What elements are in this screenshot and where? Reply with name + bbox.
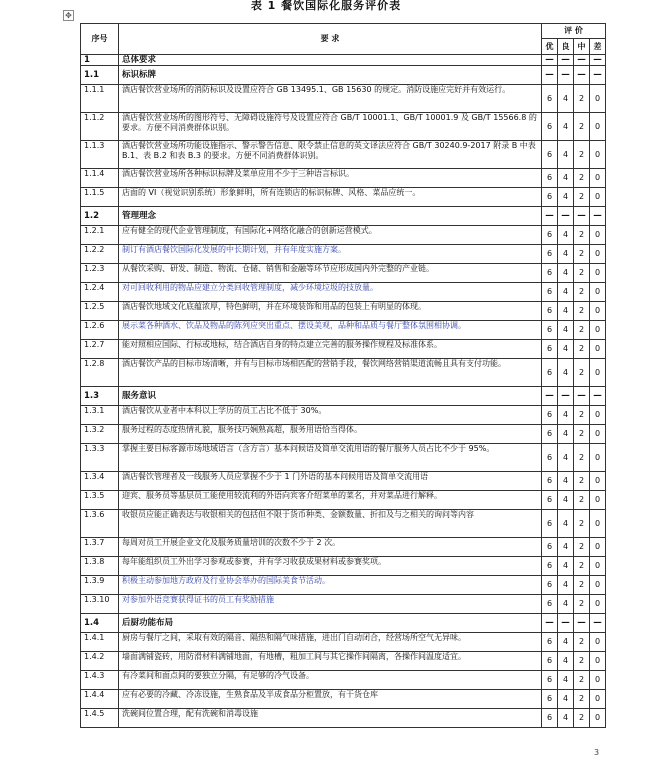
score-poor: 0 (590, 557, 606, 576)
score-good: 4 (558, 595, 574, 614)
table-move-handle-icon[interactable]: ✥ (63, 10, 74, 21)
row-number: 1.4.3 (81, 671, 119, 690)
score-fair: 2 (574, 425, 590, 444)
score-excellent: 6 (542, 226, 558, 245)
score-fair: 2 (574, 169, 590, 188)
table-row (81, 188, 606, 207)
table-row (81, 576, 606, 595)
score-good: 4 (558, 188, 574, 207)
score-excellent: 6 (542, 633, 558, 652)
requirement-text: 墙面满铺瓷砖，用防滑材料满铺地面，有地槽，粗加工间与其它操作间隔离，各操作间温度适宜。 (119, 652, 542, 671)
requirement-text: 对参加外语竞赛获得证书的员工有奖励措施 (119, 595, 542, 614)
requirement-text: 能对照相应国际、行标或地标，结合酒店自身的特点建立完善的服务操作规程及标准体系。 (119, 340, 542, 359)
row-number: 1.4.1 (81, 633, 119, 652)
row-number: 1 (81, 55, 119, 66)
grade-excellent: 优 (542, 39, 558, 55)
score-good: 4 (558, 690, 574, 709)
score-poor: — (590, 614, 606, 633)
requirement-text: 服务过程的态度热情礼貌，服务技巧娴熟高超，服务用语恰当得体。 (119, 425, 542, 444)
row-number: 1.3.5 (81, 491, 119, 510)
score-good: 4 (558, 359, 574, 387)
row-number: 1.3.1 (81, 406, 119, 425)
table-row (81, 425, 606, 444)
section-row (81, 387, 606, 406)
score-excellent: 6 (542, 245, 558, 264)
row-number: 1.3.9 (81, 576, 119, 595)
score-good: 4 (558, 510, 574, 538)
score-excellent: 6 (542, 472, 558, 491)
table-row (81, 633, 606, 652)
score-poor: 0 (590, 709, 606, 728)
section-title: 服务意识 (119, 387, 542, 406)
score-poor: 0 (590, 538, 606, 557)
column-header-no: 序号 (81, 24, 119, 55)
score-good: 4 (558, 321, 574, 340)
section-row (81, 66, 606, 85)
row-number: 1.3.8 (81, 557, 119, 576)
requirement-text: 展示菜各种酒水、饮品及物品的陈列应突出重点、摆设美观，品种和品质与餐厅整体氛围相协调。 (119, 321, 542, 340)
table-row (81, 510, 606, 538)
score-poor: 0 (590, 576, 606, 595)
score-excellent: 6 (542, 169, 558, 188)
score-good: 4 (558, 633, 574, 652)
score-poor: — (590, 55, 606, 66)
score-good: 4 (558, 671, 574, 690)
score-good: 4 (558, 340, 574, 359)
requirement-text: 洗碗间位置合理，配有洗碗和消毒设施 (119, 709, 542, 728)
score-excellent: 6 (542, 302, 558, 321)
score-fair: — (574, 66, 590, 85)
row-number: 1.3.6 (81, 510, 119, 538)
table-row (81, 472, 606, 491)
score-fair: — (574, 387, 590, 406)
requirement-text: 从餐饮采购、研发、制造、物流、仓储、销售和金融等环节应形成国内外完整的产业链。 (119, 264, 542, 283)
row-number: 1.3.7 (81, 538, 119, 557)
score-excellent: 6 (542, 85, 558, 113)
row-number: 1.2.7 (81, 340, 119, 359)
requirement-text: 每年能组织员工外出学习参观或参赛，并有学习收获成果材料或参赛奖项。 (119, 557, 542, 576)
row-number: 1.3.4 (81, 472, 119, 491)
table-row (81, 113, 606, 141)
row-number: 1.1.4 (81, 169, 119, 188)
row-number: 1.1.2 (81, 113, 119, 141)
score-poor: 0 (590, 359, 606, 387)
table-row (81, 226, 606, 245)
score-poor: 0 (590, 595, 606, 614)
table-row (81, 264, 606, 283)
score-fair: 2 (574, 321, 590, 340)
row-number: 1.1.3 (81, 141, 119, 169)
requirement-text: 收银员应能正确表达与收银相关的包括但不限于货币种类、金额数量、折扣及与之相关的询问等内容 (119, 510, 542, 538)
score-poor: 0 (590, 425, 606, 444)
table-row (81, 671, 606, 690)
section-title: 总体要求 (119, 55, 542, 66)
score-excellent: 6 (542, 491, 558, 510)
score-good: — (558, 55, 574, 66)
score-fair: 2 (574, 302, 590, 321)
score-fair: 2 (574, 557, 590, 576)
score-good: 4 (558, 226, 574, 245)
requirement-text: 酒店餐饮管理者及一线服务人员应掌握不少于 1 门外语的基本问候用语及简单交流用语 (119, 472, 542, 491)
score-good: — (558, 387, 574, 406)
score-fair: 2 (574, 226, 590, 245)
score-fair: 2 (574, 264, 590, 283)
score-good: 4 (558, 425, 574, 444)
table-row (81, 538, 606, 557)
score-poor: 0 (590, 188, 606, 207)
score-poor: 0 (590, 226, 606, 245)
score-fair: 2 (574, 188, 590, 207)
score-poor: 0 (590, 690, 606, 709)
score-excellent: 6 (542, 283, 558, 302)
requirement-text: 每周对员工开展企业文化及服务质量培训的次数不少于 2 次。 (119, 538, 542, 557)
score-fair: 2 (574, 491, 590, 510)
score-poor: 0 (590, 321, 606, 340)
score-poor: 0 (590, 491, 606, 510)
score-good: 4 (558, 576, 574, 595)
table-row (81, 302, 606, 321)
score-fair: 2 (574, 690, 590, 709)
score-good: 4 (558, 709, 574, 728)
score-poor: 0 (590, 633, 606, 652)
row-number: 1.2.6 (81, 321, 119, 340)
score-excellent: 6 (542, 671, 558, 690)
score-poor: 0 (590, 444, 606, 472)
score-excellent: 6 (542, 652, 558, 671)
score-excellent: 6 (542, 359, 558, 387)
table-row (81, 690, 606, 709)
section-row (81, 207, 606, 226)
score-poor: 0 (590, 472, 606, 491)
row-number: 1.4.4 (81, 690, 119, 709)
score-good: 4 (558, 302, 574, 321)
requirement-text: 酒店餐饮营业场所功能设施指示、警示警告信息、限令禁止信息的英文译法应符合 GB/T 30240.9-2017 附录 B 中表 B.1、表 B.2 和表 B.3 的要求。方便不同消费群体识别。 (119, 141, 542, 169)
table-row (81, 406, 606, 425)
score-good: — (558, 207, 574, 226)
score-poor: — (590, 207, 606, 226)
requirement-text: 酒店餐饮营业场所的消防标识及设置应符合 GB 13495.1、GB 15630 的规定。消防设施应完好并有效运行。 (119, 85, 542, 113)
requirement-text: 有冷菜间和面点间的要独立分隔，有足够的冷气设备。 (119, 671, 542, 690)
score-poor: 0 (590, 510, 606, 538)
requirement-text: 酒店餐饮营业场所的图形符号、无障碍设施符号及设置应符合 GB/T 10001.1、GB/T 10001.9 及 GB/T 15566.8 的要求。方便不同消费群体识别。 (119, 113, 542, 141)
table-row (81, 557, 606, 576)
score-poor: 0 (590, 245, 606, 264)
score-poor: 0 (590, 264, 606, 283)
score-fair: 2 (574, 113, 590, 141)
score-excellent: 6 (542, 264, 558, 283)
column-header-requirement: 要 求 (119, 24, 542, 55)
row-number: 1.3.10 (81, 595, 119, 614)
score-excellent: 6 (542, 321, 558, 340)
score-fair: 2 (574, 141, 590, 169)
row-number: 1.2.2 (81, 245, 119, 264)
score-fair: 2 (574, 359, 590, 387)
score-fair: 2 (574, 709, 590, 728)
column-header-evaluation: 评 价 (542, 24, 606, 39)
requirement-text: 制订有酒店餐饮国际化发展的中长期计划，并有年度实施方案。 (119, 245, 542, 264)
grade-fair: 中 (574, 39, 590, 55)
score-good: 4 (558, 85, 574, 113)
score-fair: — (574, 614, 590, 633)
score-fair: 2 (574, 595, 590, 614)
section-title: 管理理念 (119, 207, 542, 226)
table-row (81, 245, 606, 264)
score-fair: 2 (574, 472, 590, 491)
score-fair: 2 (574, 444, 590, 472)
score-fair: 2 (574, 85, 590, 113)
table-row (81, 652, 606, 671)
table-row (81, 595, 606, 614)
score-excellent: 6 (542, 113, 558, 141)
row-number: 1.1 (81, 66, 119, 85)
score-fair: — (574, 207, 590, 226)
score-excellent: 6 (542, 538, 558, 557)
score-good: 4 (558, 472, 574, 491)
section-title: 标识标牌 (119, 66, 542, 85)
table-row (81, 283, 606, 302)
table-body (81, 55, 606, 728)
requirement-text: 酒店餐饮地域文化底蕴浓厚，特色鲜明，并在环境装饰和用品的包装上有明显的体现。 (119, 302, 542, 321)
score-excellent: — (542, 387, 558, 406)
page-number: 3 (594, 748, 600, 757)
score-excellent: 6 (542, 576, 558, 595)
score-good: 4 (558, 264, 574, 283)
grade-poor: 差 (590, 39, 606, 55)
score-poor: 0 (590, 141, 606, 169)
score-fair: 2 (574, 576, 590, 595)
score-excellent: 6 (542, 188, 558, 207)
table-title: 表 1 餐饮国际化服务评价表 (250, 0, 402, 12)
score-good: 4 (558, 406, 574, 425)
score-poor: 0 (590, 169, 606, 188)
row-number: 1.1.1 (81, 85, 119, 113)
table-row (81, 340, 606, 359)
score-good: — (558, 66, 574, 85)
row-number: 1.3.3 (81, 444, 119, 472)
score-good: 4 (558, 557, 574, 576)
score-good: 4 (558, 491, 574, 510)
requirement-text: 掌握主要目标客源市场地域语言（含方言）基本问候语及简单交流用语的餐厅服务人员占比不少于 95%。 (119, 444, 542, 472)
score-excellent: — (542, 66, 558, 85)
score-poor: — (590, 66, 606, 85)
score-good: 4 (558, 169, 574, 188)
row-number: 1.4 (81, 614, 119, 633)
score-good: — (558, 614, 574, 633)
row-number: 1.1.5 (81, 188, 119, 207)
row-number: 1.4.5 (81, 709, 119, 728)
score-good: 4 (558, 141, 574, 169)
score-fair: 2 (574, 510, 590, 538)
score-fair: 2 (574, 538, 590, 557)
table-row (81, 169, 606, 188)
score-fair: 2 (574, 340, 590, 359)
score-fair: 2 (574, 652, 590, 671)
row-number: 1.2.5 (81, 302, 119, 321)
section-row (81, 55, 606, 66)
score-poor: 0 (590, 652, 606, 671)
score-excellent: 6 (542, 340, 558, 359)
requirement-text: 店面的 VI（视觉识别系统）形象鲜明，所有连锁店的标识标牌、风格、菜品应统一。 (119, 188, 542, 207)
score-good: 4 (558, 245, 574, 264)
score-fair: 2 (574, 671, 590, 690)
score-poor: — (590, 387, 606, 406)
score-poor: 0 (590, 85, 606, 113)
row-number: 1.2.8 (81, 359, 119, 387)
score-fair: 2 (574, 245, 590, 264)
row-number: 1.3.2 (81, 425, 119, 444)
score-excellent: 6 (542, 444, 558, 472)
score-good: 4 (558, 113, 574, 141)
requirement-text: 酒店餐饮从业者中本科以上学历的员工占比不低于 30%。 (119, 406, 542, 425)
score-poor: 0 (590, 340, 606, 359)
score-excellent: 6 (542, 557, 558, 576)
table-row (81, 141, 606, 169)
grade-good: 良 (558, 39, 574, 55)
score-excellent: — (542, 207, 558, 226)
row-number: 1.2 (81, 207, 119, 226)
requirement-text: 厨房与餐厅之间，采取有效的隔音、隔热和隔气味措施，进出门自动闭合，经营场所空气无异味。 (119, 633, 542, 652)
score-good: 4 (558, 538, 574, 557)
requirement-text: 积极主动参加地方政府及行业协会举办的国际美食节活动。 (119, 576, 542, 595)
requirement-text: 对可回收利用的物品应建立分类回收管理制度，减少环境垃圾的技放量。 (119, 283, 542, 302)
score-poor: 0 (590, 283, 606, 302)
score-fair: 2 (574, 406, 590, 425)
row-number: 1.3 (81, 387, 119, 406)
requirement-text: 应有健全的现代企业管理制度，有国际化+网络化融合的创新运营模式。 (119, 226, 542, 245)
score-fair: — (574, 55, 590, 66)
score-fair: 2 (574, 633, 590, 652)
row-number: 1.4.2 (81, 652, 119, 671)
service-evaluation-table (80, 23, 606, 728)
score-poor: 0 (590, 406, 606, 425)
table-row (81, 85, 606, 113)
score-excellent: 6 (542, 510, 558, 538)
table-row (81, 709, 606, 728)
score-excellent: 6 (542, 425, 558, 444)
score-excellent: 6 (542, 595, 558, 614)
requirement-text: 应有必要的冷藏、冷冻设施，生熟食品及半成食品分柜置放，有干货仓库 (119, 690, 542, 709)
score-poor: 0 (590, 302, 606, 321)
row-number: 1.2.1 (81, 226, 119, 245)
score-poor: 0 (590, 113, 606, 141)
score-excellent: — (542, 55, 558, 66)
score-excellent: — (542, 614, 558, 633)
score-excellent: 6 (542, 406, 558, 425)
score-fair: 2 (574, 283, 590, 302)
score-good: 4 (558, 652, 574, 671)
requirement-text: 酒店餐饮营业场所各种标识标牌及菜单应用不少于三种语言标识。 (119, 169, 542, 188)
score-excellent: 6 (542, 709, 558, 728)
table-row (81, 444, 606, 472)
score-excellent: 6 (542, 690, 558, 709)
requirement-text: 迎宾、服务员等基层员工能使用较流利的外语向宾客介绍菜单的菜名，并对菜品进行解释。 (119, 491, 542, 510)
score-good: 4 (558, 283, 574, 302)
score-good: 4 (558, 444, 574, 472)
table-row (81, 359, 606, 387)
row-number: 1.2.3 (81, 264, 119, 283)
requirement-text: 酒店餐饮产品的目标市场清晰，并有与目标市场相匹配的营销手段，餐饮网络营销渠道流畅且具有支付功能。 (119, 359, 542, 387)
row-number: 1.2.4 (81, 283, 119, 302)
section-title: 后厨功能布局 (119, 614, 542, 633)
section-row (81, 614, 606, 633)
table-row (81, 491, 606, 510)
score-excellent: 6 (542, 141, 558, 169)
table-row (81, 321, 606, 340)
score-poor: 0 (590, 671, 606, 690)
